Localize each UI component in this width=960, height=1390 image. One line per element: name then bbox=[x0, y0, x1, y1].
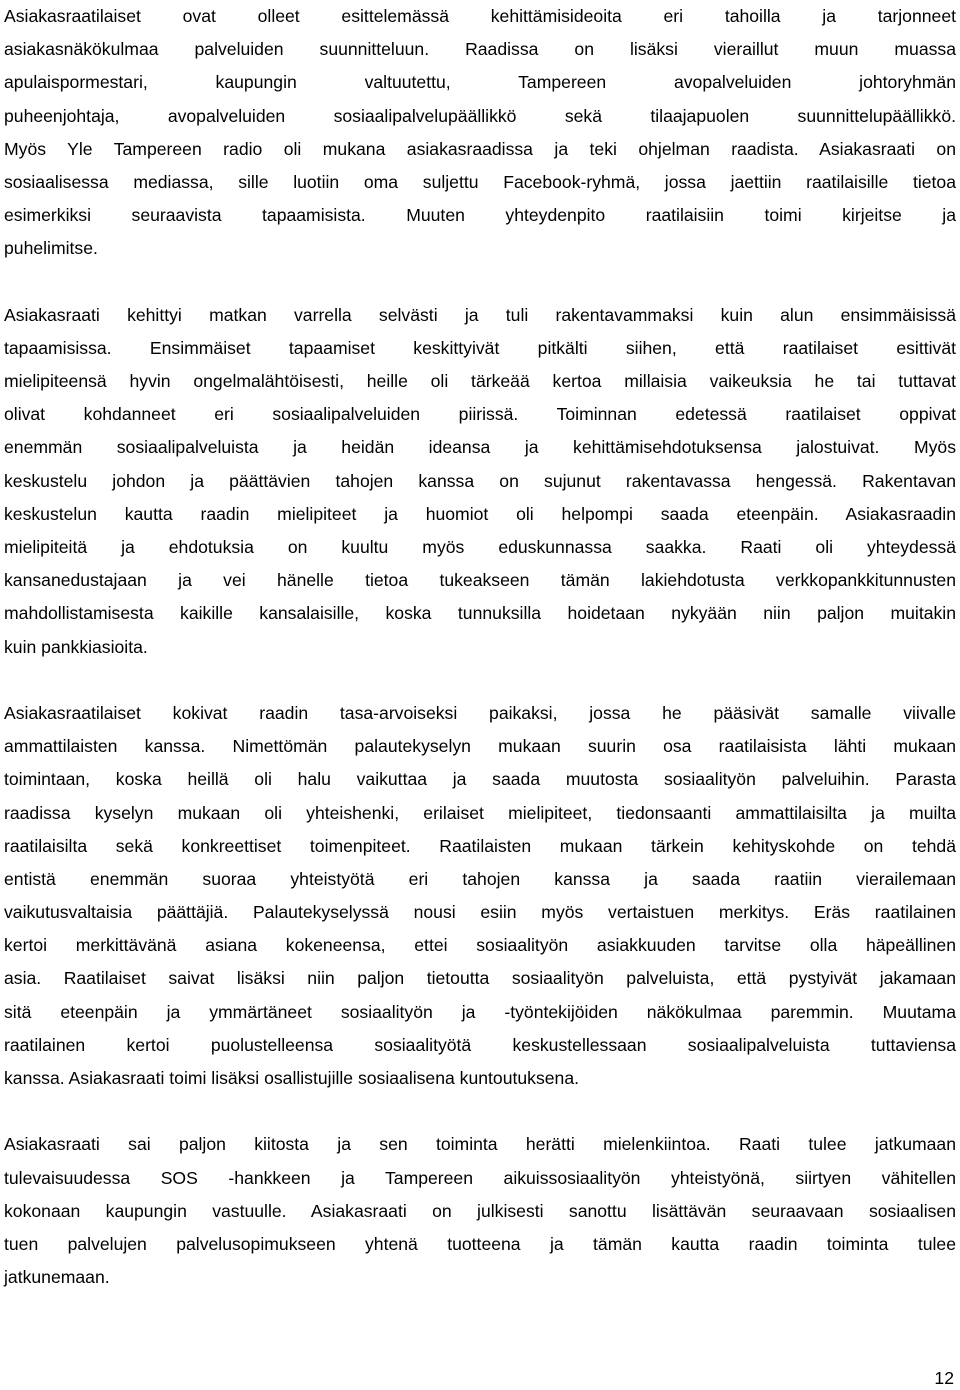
text-line: mielipiteitä ja ehdotuksia on kuultu myös eduskunnassa saakka. Raati oli yhteydessä bbox=[4, 537, 956, 557]
text-line: Asiakasraatilaiset ovat olleet esittelemässä kehittämisideoita eri tahoilla ja tarjonneet bbox=[4, 6, 956, 26]
paragraph-3 bbox=[4, 697, 956, 1095]
text-line: jatkunemaan. bbox=[4, 1267, 110, 1288]
text-line: kokonaan kaupungin vastuulle. Asiakasraati on julkisesti sanottu lisättävän seuraavaan sosiaalisen bbox=[4, 1200, 956, 1221]
text-line: tapaamisissa. Ensimmäiset tapaamiset keskittyivät pitkälti siihen, että raatilaiset esittivät bbox=[4, 337, 956, 358]
text-line: asia. Raatilaiset saivat lisäksi niin paljon tietoutta sosiaalityön palveluista, että pystyivät jakamaan bbox=[4, 968, 956, 989]
text-line: apulaispormestari, kaupungin valtuutettu, Tampereen avopalveluiden johtoryhmän bbox=[4, 72, 956, 93]
page-number: 12 bbox=[934, 1368, 954, 1388]
paragraph-4 bbox=[4, 1128, 956, 1294]
text-line: entistä enemmän suoraa yhteistyötä eri tahojen kanssa ja saada raatiin vierailemaan bbox=[4, 868, 956, 889]
text-line: asiakasnäkökulmaa palveluiden suunnitteluun. Raadissa on lisäksi vieraillut muun muassa bbox=[4, 39, 956, 60]
text-line: enemmän sosiaalipalveluista ja heidän ideansa ja kehittämisehdotuksensa jalostuivat. Myös bbox=[4, 437, 956, 458]
text-line: raatilaisilta sekä konkreettiset toimenpiteet. Raatilaisten mukaan tärkein kehityskohde on tehdä bbox=[4, 835, 956, 856]
text-line: mielipiteensä hyvin ongelmalähtöisesti, heille oli tärkeää kertoa millaisia vaikeuksia he tai tuttavat bbox=[4, 371, 956, 392]
text-line: sosiaalisessa mediassa, sille luotiin oma suljettu Facebook-ryhmä, jossa jaettiin raatilaisille tietoa bbox=[4, 171, 956, 192]
paragraph-2 bbox=[4, 299, 956, 664]
text-line: raatilainen kertoi puolustelleensa sosiaalityötä keskustellessaan sosiaalipalveluista tuttaviensa bbox=[4, 1034, 956, 1055]
text-line: toimintaan, koska heillä oli halu vaikuttaa ja saada muutosta sosiaalityön palveluihin. Parasta bbox=[4, 769, 956, 790]
text-line: Myös Yle Tampereen radio oli mukana asiakasraadissa ja teki ohjelman raadista. Asiakasraati on bbox=[4, 138, 956, 159]
text-line: mahdollistamisesta kaikille kansalaisille, koska tunnuksilla hoidetaan nykyään niin paljon muitakin bbox=[4, 603, 956, 624]
text-line: kertoi merkittävänä asiana kokeneensa, ettei sosiaalityön asiakkuuden tarvitse olla häpeällinen bbox=[4, 935, 956, 956]
text-line: esimerkiksi seuraavista tapaamisista. Muuten yhteydenpito raatilaisiin toimi kirjeitse ja bbox=[4, 205, 956, 226]
text-line: tuen palvelujen palvelusopimukseen yhtenä tuotteena ja tämän kautta raadin toiminta tulee bbox=[4, 1233, 956, 1254]
text-line: kanssa. Asiakasraati toimi lisäksi osallistujille sosiaalisena kuntoutuksena. bbox=[4, 1068, 580, 1088]
text-line: raadissa kyselyn mukaan oli yhteishenki, erilaiset mielipiteet, tiedonsaanti ammattilaisilta ja muilta bbox=[4, 802, 956, 823]
paragraph-1 bbox=[4, 0, 956, 266]
text-line: kuin pankkiasioita. bbox=[4, 636, 148, 657]
paragraph-spacer bbox=[4, 266, 956, 299]
paragraph-spacer bbox=[4, 664, 956, 697]
text-line: Asiakasraati sai paljon kiitosta ja sen toiminta herätti mielenkiintoa. Raati tulee jatkumaan bbox=[4, 1134, 956, 1155]
text-line: keskustelun kautta raadin mielipiteet ja huomiot oli helpompi saada eteenpäin. Asiakasraadin bbox=[4, 503, 956, 524]
text-line: sitä eteenpäin ja ymmärtäneet sosiaalityön ja -työntekijöiden näkökulmaa paremmin. Muutama bbox=[4, 1001, 956, 1022]
text-line: puheenjohtaja, avopalveluiden sosiaalipalvelupäällikkö sekä tilaajapuolen suunnittelupäällikkö. bbox=[4, 105, 956, 126]
document-body bbox=[4, 0, 956, 1294]
text-line: kansanedustajaan ja vei hänelle tietoa tukeakseen tämän lakiehdotusta verkkopankkitunnusten bbox=[4, 570, 956, 591]
paragraph-spacer bbox=[4, 1095, 956, 1128]
text-line: olivat kohdanneet eri sosiaalipalveluiden piirissä. Toiminnan edetessä raatilaiset oppivat bbox=[4, 404, 956, 425]
text-line: Asiakasraatilaiset kokivat raadin tasa-arvoiseksi paikaksi, jossa he pääsivät samalle viivalle bbox=[4, 702, 956, 723]
text-line: tulevaisuudessa SOS -hankkeen ja Tampereen aikuissosiaalityön yhteistyönä, siirtyen vähitellen bbox=[4, 1167, 956, 1188]
text-line: ammattilaisten kanssa. Nimettömän palautekyselyn mukaan suurin osa raatilaisista lähti mukaan bbox=[4, 736, 956, 757]
text-line: Asiakasraati kehittyi matkan varrella selvästi ja tuli rakentavammaksi kuin alun ensimmäisissä bbox=[4, 304, 956, 325]
text-line: vaikutusvaltaisia päättäjiä. Palautekyselyssä nousi esiin myös vertaistuen merkitys. Eräs raatilainen bbox=[4, 902, 956, 923]
text-line: puhelimitse. bbox=[4, 238, 98, 259]
text-line: keskustelu johdon ja päättävien tahojen kanssa on sujunut rakentavassa hengessä. Rakentavan bbox=[4, 470, 956, 491]
